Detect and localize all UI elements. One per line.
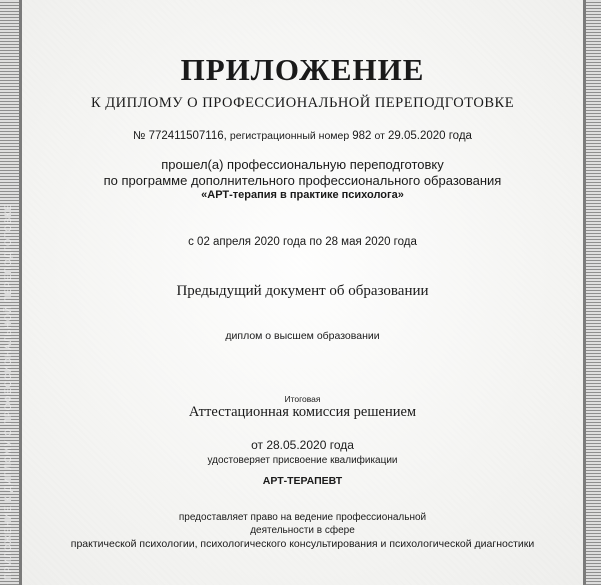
right-text-line2: деятельности в сфере [250,525,355,536]
previous-document-label: Предыдущий документ об образовании [176,283,429,299]
passed-text-line1: прошел(а) профессиональную переподготовку [161,157,444,172]
program-name: «АРТ-терапия в практике психолога» [201,189,404,201]
reg-date-prefix: от [374,130,385,142]
final-label: Итоговая [284,394,321,404]
reg-number: 982 [352,130,372,142]
document-title: ПРИЛОЖЕНИЕ [180,52,425,87]
qualification: АРТ-ТЕРАПЕВТ [262,475,343,487]
decision-date: от 28.05.2020 года [251,438,354,452]
right-text-line3: практической психологии, психологического консультирования и психологической диагностики [70,538,535,550]
reg-date: 29.05.2020 года [387,130,472,142]
reg-number-label: регистрационный номер [229,130,350,142]
side-border-text: ПРИЛОЖЕНИЕ К ДИПЛОМУ О ПРОФЕССИОНАЛЬНОЙ ПЕРЕПОДГОТОВКЕ [3,203,13,580]
document-subtitle: К ДИПЛОМУ О ПРОФЕССИОНАЛЬНОЙ ПЕРЕПОДГОТОВКЕ [90,95,515,111]
commission-text: Аттестационная комиссия решением [188,404,417,420]
passed-text-line2: по программе дополнительного профессионального образования [103,173,502,188]
diploma-number: № 772411507116, [133,130,227,142]
right-text-line1: предоставляет право на ведение профессиональной [178,512,427,523]
previous-document-value: диплом о высшем образовании [225,330,380,342]
right-security-border [583,0,601,585]
training-period: с 02 апреля 2020 года по 28 мая 2020 года [188,236,417,248]
certifies-text: удостоверяет присвоение квалификации [207,455,398,466]
registration-line [22,130,583,142]
